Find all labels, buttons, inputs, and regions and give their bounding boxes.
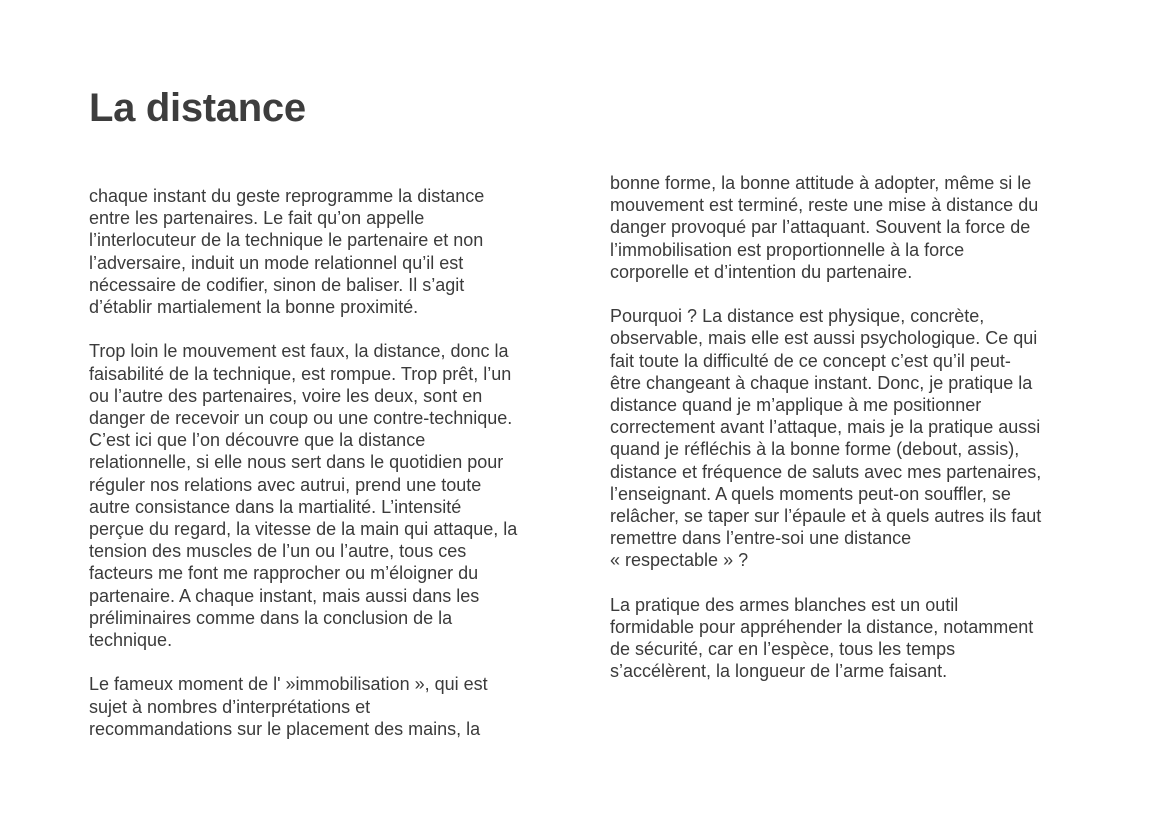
text-line: formidable pour appréhender la distance, notamment [610,617,1034,638]
text-line: partenaire. A chaque instant, mais aussi dans les [89,585,480,606]
text-line: C’est ici que l’on découvre que la distance [89,430,426,451]
text-line: tension des muscles de l’un ou l’autre, tous ces [89,541,467,562]
text-line: nécessaire de codifier, sinon de baliser. Il s’agit [89,274,465,295]
right-column [610,172,1041,705]
text-line: ou l’autre des partenaires, voire les deux, sont en [89,385,483,406]
text-line: de sécurité, car en l’espèce, tous les temps [610,639,956,660]
text-line: corporelle et d’intention du partenaire. [610,261,913,282]
text-line: quand je réfléchis à la bonne forme (debout, assis), [610,439,1020,460]
paragraph [610,594,1041,683]
text-line: danger provoqué par l’attaquant. Souvent la force de [610,217,1031,238]
paragraph [89,340,517,651]
paragraph [610,305,1041,571]
text-line: autre consistance dans la martialité. L’intensité [89,496,462,517]
text-line: Le fameux moment de l' »immobilisation », qui est [89,674,488,695]
text-line: Trop loin le mouvement est faux, la distance, donc la [89,341,509,362]
text-line: préliminaires comme dans la conclusion de la [89,607,453,628]
text-line: relâcher, se taper sur l’épaule et à quels autres ils faut [610,506,1042,527]
text-line: réguler nos relations avec autrui, prend une toute [89,474,482,495]
text-line: technique. [89,630,173,651]
text-line: l’adversaire, induit un mode relationnel qu’il est [89,252,464,273]
text-line: correctement avant l’attaque, mais je la pratique aussi [610,417,1041,438]
paragraph [89,673,517,740]
text-line: observable, mais elle est aussi psychologique. Ce qui [610,328,1038,349]
text-line: d’établir martialement la bonne proximité. [89,297,419,318]
page-title: La distance [89,86,306,130]
text-line: distance quand je m’applique à me positionner [610,395,982,416]
text-line: l’enseignant. A quels moments peut-on souffler, se [610,483,1011,504]
text-line: chaque instant du geste reprogramme la distance [89,186,485,206]
text-line: La pratique des armes blanches est un outil [610,594,959,615]
text-line: être changeant à chaque instant. Donc, je pratique la [610,372,1033,393]
text-line: recommandations sur le placement des mains, la [89,718,481,739]
text-line: mouvement est terminé, reste une mise à distance du [610,195,1039,216]
left-column [89,185,517,762]
paragraph [89,185,517,318]
text-line: bonne forme, la bonne attitude à adopter, même si le [610,173,1032,193]
text-line: Pourquoi ? La distance est physique, concrète, [610,306,985,327]
text-line: entre les partenaires. Le fait qu’on appelle [89,208,425,229]
text-line: « respectable » ? [610,550,749,571]
text-line: danger de recevoir un coup ou une contre-technique. [89,408,513,429]
text-line: s’accélèrent, la longueur de l’arme faisant. [610,661,948,682]
text-line: faisabilité de la technique, est rompue. Trop prêt, l’un [89,363,512,384]
text-line: sujet à nombres d’interprétations et [89,696,371,717]
text-line: fait toute la difficulté de ce concept c’est qu’il peut- [610,350,1011,371]
text-line: distance et fréquence de saluts avec mes partenaires, [610,461,1042,482]
text-line: facteurs me font me rapprocher ou m’éloigner du [89,563,479,584]
text-line: remettre dans l’entre-soi une distance [610,528,912,549]
text-line: l’interlocuteur de la technique le partenaire et non [89,230,484,251]
text-line: l’immobilisation est proportionnelle à la force [610,239,965,260]
text-line: relationnelle, si elle nous sert dans le quotidien pour [89,452,504,473]
text-line: perçue du regard, la vitesse de la main qui attaque, la [89,519,518,540]
paragraph [610,172,1041,283]
